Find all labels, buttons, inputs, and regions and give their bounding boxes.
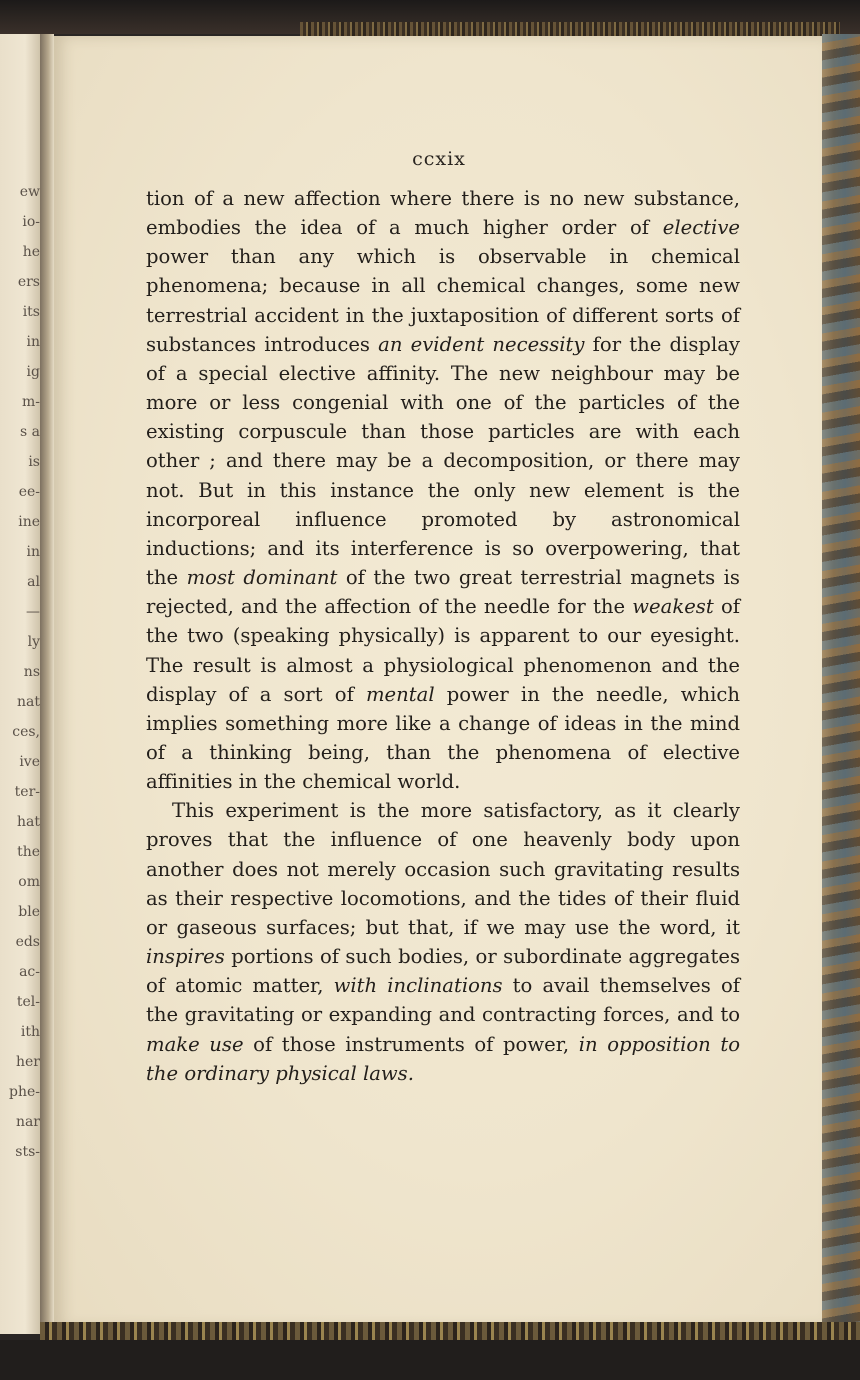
left-page-text-fragment: hat	[17, 814, 40, 830]
left-page-text-fragment: nat	[17, 694, 40, 710]
left-page-text-fragment: —	[26, 604, 40, 620]
left-page-text-fragment: s a	[20, 424, 40, 440]
text-run: of the two (speaking physically) is apparent to our eyesight. The result is almost a physiological phenomenon and the display of a sort of	[146, 595, 740, 706]
text-run: for the display of a special elective affinity. The new neighbour may be more or less congenial with one of the particles of the existing corpuscule than those particles are with each other ; and there may be a decomposition, or there may not. But in this instance the only new element is the incorporeal influence promoted by astronomical inductions; and its interference is so overpowering, that the	[146, 332, 740, 590]
paragraph-1	[146, 184, 740, 796]
text-run: portions of such bodies, or subordinate aggregates of atomic matter,	[146, 945, 740, 998]
left-page-text-fragment: phe-	[9, 1084, 40, 1100]
text-run: tion of a new affection where there is no new substance, embodies the idea of a much higher order of	[146, 187, 740, 240]
emphasized-text: make use	[146, 1032, 244, 1056]
left-page-text-fragment: ine	[18, 514, 40, 530]
left-page-text-fragment: its	[22, 304, 40, 320]
left-page-text-fragment: in	[26, 544, 40, 560]
left-page-text-fragment: ble	[18, 904, 40, 920]
emphasized-text: weakest	[632, 595, 714, 619]
book-fore-edge	[822, 34, 860, 1330]
left-page-text-fragment: om	[18, 874, 40, 890]
book-page	[54, 36, 824, 1328]
page-body	[146, 184, 740, 1088]
left-page-text-fragment: io-	[22, 214, 40, 230]
left-page-text-fragment: is	[28, 454, 40, 470]
left-page-text-fragment: ac-	[19, 964, 40, 980]
left-page-text-fragment: ter-	[14, 784, 40, 800]
emphasized-text: elective	[662, 216, 740, 240]
left-page-text-fragment: ive	[19, 754, 40, 770]
emphasized-text: in opposition to the ordinary physical laws.	[146, 1032, 740, 1085]
left-page-text-fragment: ew	[19, 184, 40, 200]
left-page-text-fragment: ces,	[12, 724, 40, 740]
emphasized-text: mental	[365, 682, 435, 706]
left-page-text-fragment: in	[26, 334, 40, 350]
left-page-text-fragment: al	[27, 574, 40, 590]
paragraph-2	[146, 796, 740, 1088]
left-page-text-fragment: ith	[20, 1024, 40, 1040]
left-page-text-fragment: tel-	[16, 994, 40, 1010]
text-run: This experiment is the more satisfactory, as it clearly proves that the influence of one heavenly body upon another does not merely occasion such gravitating results as their respective locomotions, and the tides of their fluid or gaseous surfaces; but that, if we may use the word, it	[146, 799, 740, 939]
left-page-text-fragment: ers	[17, 274, 40, 290]
left-page-text-fragment: nar	[15, 1114, 40, 1130]
text-run: power in the needle, which implies something more like a change of ideas in the mind of a thinking being, than the phenomena of elective affinities in the chemical world.	[146, 682, 740, 794]
left-page-text-fragment: ig	[26, 364, 40, 380]
left-page-text-fragment: sts-	[15, 1144, 40, 1160]
left-page-text-fragment: ly	[27, 634, 40, 650]
left-page-text-fragment: eds	[15, 934, 40, 950]
emphasized-text: an evident necessity	[378, 332, 585, 356]
left-page-text-fragment: ee-	[18, 484, 40, 500]
binding-edge-top	[300, 22, 840, 36]
emphasized-text: most dominant	[186, 566, 338, 590]
text-run: of those instruments of power,	[243, 1032, 579, 1056]
emphasized-text: with inclinations	[333, 974, 503, 998]
left-page-text-fragment: her	[16, 1054, 40, 1070]
text-run: power than any which is observable in chemical phenomena; because in all chemical changes, some new terrestrial accident in the juxtaposition of different sorts of substances introduces	[146, 245, 740, 356]
left-page-text-fragment: the	[17, 844, 40, 860]
backdrop-bottom	[0, 1340, 860, 1380]
text-run: of the two great terrestrial magnets is rejected, and the affection of the needle for the	[146, 566, 740, 619]
text-run: to avail themselves of the gravitating or expanding and contracting forces, and to	[146, 974, 740, 1027]
book-gutter	[40, 34, 54, 1334]
left-page-text-fragment: ns	[23, 664, 40, 680]
page-number: ccxix	[412, 148, 466, 170]
left-page-edge	[0, 34, 43, 1334]
left-page-text-fragment: m-	[21, 394, 40, 410]
emphasized-text: inspires	[146, 945, 225, 969]
left-page-text-fragment: he	[22, 244, 40, 260]
